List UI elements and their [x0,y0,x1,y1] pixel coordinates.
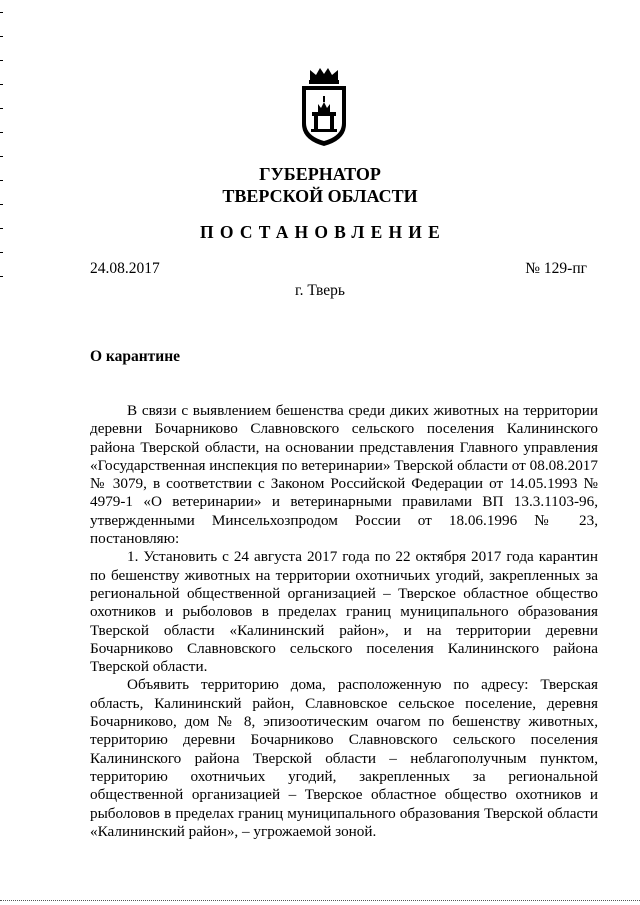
tver-coat-of-arms-icon [298,66,350,148]
authority-region: ТВЕРСКОЙ ОБЛАСТИ [222,186,418,206]
document-body [90,402,598,841]
clause-1-declaration-paragraph: Объявить территорию дома, расположенную по адресу: Тверская область, Калининский район, Славновское сельское поселение, деревня Бочарниково, дом № 8, эпизоотическим очагом по бешенству животных, территорию деревни Бочарниково Славновского сельского поселения Калининского района Тверской области – неблагополучным пунктом, территорию охотничьих угодий, закрепленных за региональной общественной организацией – Тверское областное общество охотников и рыболовов в пределах границ муниципального образования Тверской области «Калининский район», – угрожаемой зоной. [90,676,598,840]
preamble-paragraph: В связи с выявлением бешенства среди диких животных на территории деревни Бочарниково Славновского сельского поселения Калининского района Тверской области, на основании представления Главного управления «Государственная инспекция по ветеринарии» Тверской области от 08.08.2017 № 3079, в соответствии с Законом Российской Федерации от 14.05.1993 № 4979-1 «О ветеринарии» и ветеринарными правилами ВП 13.3.1103-96, утвержденными Минсельхозпродом России от 18.06.1996 № 23, постановляю: [90,402,598,548]
clause-1-paragraph: 1. Установить с 24 августа 2017 года по 22 октября 2017 года карантин по бешенству животных на территории охотничьих угодий, закрепленных за региональной общественной организацией – Тверское областное общество охотников и рыболовов в пределах границ муниципального образования Тверской области «Калининский район», и на территории деревни Бочарниково Славновского сельского поселения Калининского района Тверской области. [90,548,598,676]
document-city: г. Тверь [295,282,345,299]
authority-title: ГУБЕРНАТОР [259,164,381,184]
document-subject: О карантине [90,348,181,365]
document-type: ПОСТАНОВЛЕНИЕ [200,222,446,242]
scan-bottom-edge [0,900,640,901]
issuing-authority [0,163,640,207]
document-date: 24.08.2017 [90,260,160,277]
document-number: № 129-пг [525,260,587,277]
